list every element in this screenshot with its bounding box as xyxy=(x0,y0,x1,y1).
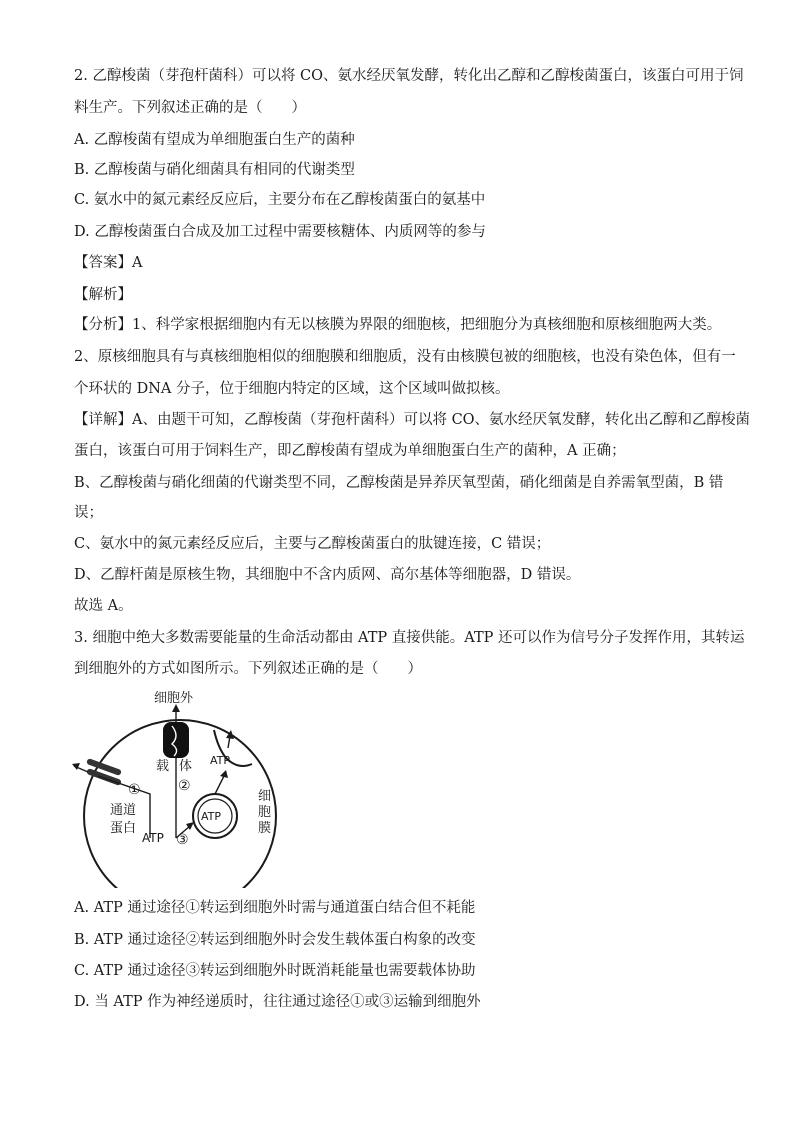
q2-analysis-line: 【详解】A、由题干可知，乙醇梭菌（芽孢杆菌科）可以将 CO、氨水经厌氧发酵，转化出乙醇和乙醇梭菌 xyxy=(74,412,751,428)
channel-label-1: 通道 xyxy=(110,803,137,818)
q2-stem-line2: 料生产。下列叙述正确的是（ ） xyxy=(74,100,306,116)
q2-analysis-line: 2、原核细胞具有与真核细胞相似的细胞膜和细胞质，没有由核膜包被的细胞核，也没有染色体，但有一 xyxy=(74,349,736,365)
carrier-label-1: 载 xyxy=(156,759,170,774)
q2-option-c: C. 氨水中的氮元素经反应后，主要分布在乙醇梭菌蛋白的氨基中 xyxy=(74,192,486,208)
q2-analysis-line: 误； xyxy=(74,505,103,521)
q3-stem-line1: 3. 细胞中绝大多数需要能量的生命活动都由 ATP 直接供能。ATP 还可以作为信号分子发挥作用，其转运 xyxy=(74,630,745,646)
arrow-left-icon xyxy=(72,763,80,770)
q2-analysis-line: 【分析】1、科学家根据细胞内有无以核膜为界限的细胞核，把细胞分为真核细胞和原核细胞两大类。 xyxy=(74,317,722,333)
q2-analysis-line: B、乙醇梭菌与硝化细菌的代谢类型不同，乙醇梭菌是异养厌氧型菌，硝化细菌是自养需氧型菌，B 错 xyxy=(74,475,724,491)
carrier-label-2: 体 xyxy=(179,759,193,774)
arrow-icon xyxy=(220,770,228,778)
q2-answer: 【答案】A xyxy=(74,255,143,271)
outside-label: 细胞外 xyxy=(154,691,194,706)
q2-option-d: D. 乙醇梭菌蛋白合成及加工过程中需要核糖体、内质网等的参与 xyxy=(74,224,486,240)
pocket-atp-label: ATP xyxy=(210,754,231,767)
q2-option-b: B. 乙醇梭菌与硝化细菌具有相同的代谢类型 xyxy=(74,162,355,178)
q2-analysis-line: 故选 A。 xyxy=(74,598,133,614)
vesicle-atp-label: ATP xyxy=(201,810,222,823)
q2-analysis-line: C、氨水中的氮元素经反应后，主要与乙醇梭菌蛋白的肽键连接，C 错误； xyxy=(74,536,551,552)
path-2-marker: ② xyxy=(178,778,191,794)
atp-transport-diagram xyxy=(68,688,298,888)
q2-option-a: A. 乙醇梭菌有望成为单细胞蛋白生产的菌种 xyxy=(74,132,355,148)
q2-stem-line1: 2. 乙醇梭菌（芽孢杆菌科）可以将 CO、氨水经厌氧发酵，转化出乙醇和乙醇梭菌蛋白，该蛋白可用于饲 xyxy=(74,68,744,84)
q3-option-c: C. ATP 通过途径③转运到细胞外时既消耗能量也需要载体协助 xyxy=(74,963,476,979)
membrane-label-2: 胞 xyxy=(258,805,272,820)
path-1-marker: ① xyxy=(128,782,141,798)
path-3-marker: ③ xyxy=(176,832,189,848)
q2-analysis-label: 【解析】 xyxy=(74,287,132,303)
q3-stem-line2: 到细胞外的方式如图所示。下列叙述正确的是（ ） xyxy=(74,661,422,677)
channel-label-2: 蛋白 xyxy=(110,821,137,836)
q2-analysis-line: 个环状的 DNA 分子，位于细胞内特定的区域，这个区域叫做拟核。 xyxy=(74,381,510,397)
atp-label: ATP xyxy=(142,831,164,845)
q2-analysis-line: D、乙醇杆菌是原核生物，其细胞中不含内质网、高尔基体等细胞器，D 错误。 xyxy=(74,567,581,583)
membrane-label-1: 细 xyxy=(258,789,272,804)
membrane-label-3: 膜 xyxy=(258,821,272,836)
q3-option-a: A. ATP 通过途径①转运到细胞外时需与通道蛋白结合但不耗能 xyxy=(74,900,476,916)
q2-analysis-line: 蛋白，该蛋白可用于饲料生产，即乙醇梭菌有望成为单细胞蛋白生产的菌种，A 正确； xyxy=(74,443,626,459)
q3-option-b: B. ATP 通过途径②转运到细胞外时会发生载体蛋白构象的改变 xyxy=(74,932,476,948)
q3-option-d: D. 当 ATP 作为神经递质时，往往通过途径①或③运输到细胞外 xyxy=(74,994,481,1010)
